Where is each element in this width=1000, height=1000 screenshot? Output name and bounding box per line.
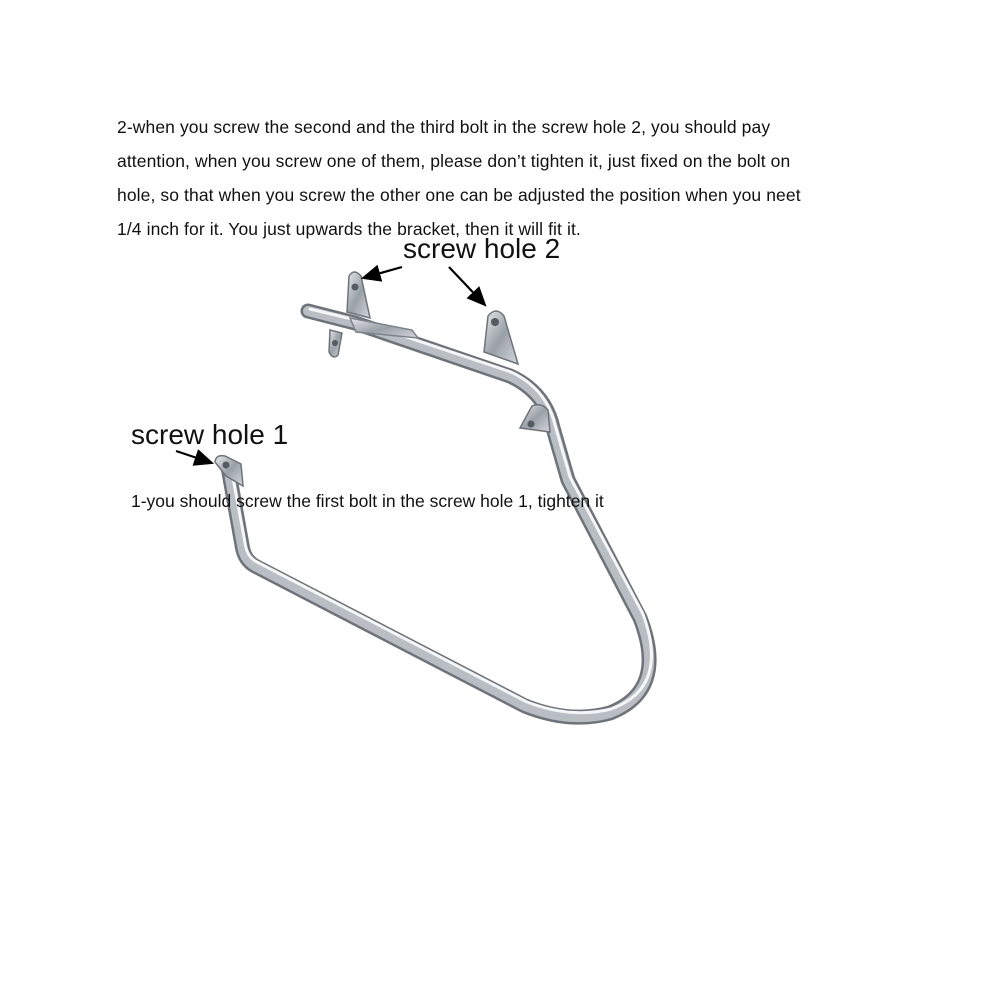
screw-hole-1-label: screw hole 1 xyxy=(131,419,289,450)
screw-hole-2-tab-right xyxy=(484,311,518,364)
lower-tab-left xyxy=(329,330,342,357)
screw-hole-2-tab-left xyxy=(347,272,370,318)
arrow-to-hole-1 xyxy=(176,451,212,463)
instruction-step-2 xyxy=(117,110,917,246)
arrow-to-hole-2-left xyxy=(363,267,402,278)
instruction-step-2-line: 1/4 inch for it. You just upwards the bracket, then it will fit it. xyxy=(117,219,581,239)
side-tab-right xyxy=(520,405,550,432)
instruction-step-2-line: 2-when you screw the second and the third bolt in the screw hole 2, you should pay xyxy=(117,117,771,137)
instruction-step-2-line: attention, when you screw one of them, please don’t tighten it, just fixed on the bolt on xyxy=(117,151,791,171)
bracket-tube xyxy=(228,309,651,717)
screw-hole-2-label: screw hole 2 xyxy=(403,233,561,264)
top-flat-plate xyxy=(350,318,418,338)
instruction-step-1: 1-you should screw the first bolt in the screw hole 1, tighten it xyxy=(131,491,604,511)
arrow-to-hole-2-right xyxy=(449,267,485,305)
instruction-step-2-line: hole, so that when you screw the other one can be adjusted the position when you neet xyxy=(117,185,801,205)
